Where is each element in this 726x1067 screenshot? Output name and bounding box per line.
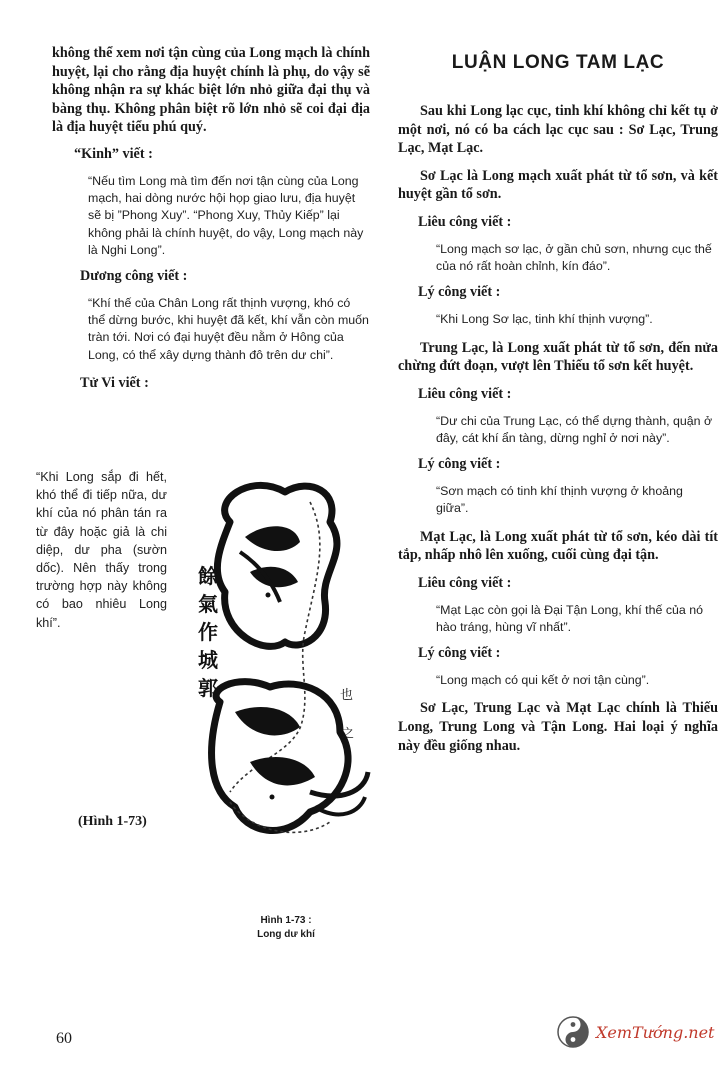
ly-label-2: Lý công viết : [418, 456, 501, 473]
yin-yang-icon [556, 1015, 590, 1049]
lieu-label-1: Liêu công viết : [418, 213, 512, 230]
figure-dragon-diagram [190, 462, 380, 892]
site-watermark[interactable] [556, 1012, 714, 1052]
figure-mark-mid: 之 [342, 726, 355, 740]
lieu-quote-3: “Mạt Lạc còn gọi là Đại Tận Long, khí thế của nó hào tráng, hùng vĩ nhất”. [436, 602, 704, 634]
kinh-citation-label: “Kinh” viết : [74, 145, 153, 162]
right-paragraph-2: Sơ Lạc là Long mạch xuất phát từ tổ sơn, và kết huyệt gần tổ sơn. [398, 167, 718, 203]
tuvi-quote-text: “Khi Long sắp đi hết, khó thể đi tiếp nữa, dư khí của nó phân tán ra từ đây hoặc giả là chi diệp, dư pha (sườn dốc). Nên thấy trong trường hợp này không có bao nhiêu Long khí”. [36, 470, 167, 630]
right-paragraph-5: Sơ Lạc, Trung Lạc và Mạt Lạc chính là Thiếu Long, Trung Long và Tận Long. Hai loại ý nghĩa này đều giống nhau. [398, 700, 718, 754]
lieu-quote-2: “Dư chi của Trung Lạc, có thể dựng thành, quận ở đây, cát khí ẩn tàng, dừng nghỉ ở nơi này”. [436, 413, 713, 445]
duong-citation-label: Dương công viết : [80, 267, 188, 284]
ly-quote-3: “Long mạch có qui kết ở nơi tận cùng”. [436, 673, 650, 688]
page-number: 60 [56, 1030, 72, 1047]
left-intro-paragraph: không thể xem nơi tận cùng của Long mạch là chính huyệt, lại cho rằng địa huyệt chính là phụ, do vậy sẽ không nhận ra sự khác biệt lớn nhỏ giữa đại thụ và bàng thụ. Không phân biệt rõ lớn nhỏ sẽ coi đại địa là địa huyệt tiểu phú quý. [52, 45, 370, 136]
right-paragraph-4: Mạt Lạc, là Long xuất phát từ tổ sơn, kéo dài tít tắp, nhấp nhô lên xuống, cuối cùng đại tận. [398, 528, 718, 564]
figure-reference: (Hình 1-73) [78, 814, 147, 829]
lieu-label-3: Liêu công viết : [418, 574, 512, 591]
figure-caption-title: Long dư khí [257, 929, 315, 940]
tuvi-quote [36, 468, 167, 632]
left-column [52, 44, 370, 402]
lieu-quote-1: “Long mạch sơ lạc, ở gần chủ sơn, nhưng cục thế của nó rất hoàn chỉnh, kín đáo”. [436, 241, 712, 274]
right-column [398, 44, 718, 764]
lieu-label-2: Liêu công viết : [418, 385, 512, 402]
ly-quote-1: “Khi Long Sơ lạc, tinh khí thịnh vượng”. [436, 312, 653, 327]
figure-caption-number: Hình 1-73 : [260, 915, 312, 926]
kinh-quote: “Nếu tìm Long mà tìm đến nơi tận cùng của Long mạch, hai dòng nước hội họp giao lưu, địa huyệt sẽ bị ”Phong Xuy”. “Phong Xuy, Thủy Kiếp” lại không phải là chính huyệt, do vậy, Long mạch này là Nghi Long”. [88, 173, 364, 257]
tuvi-citation-label: Tử Vi viết : [80, 374, 149, 391]
ly-label-3: Lý công viết : [418, 645, 501, 662]
chinese-vertical-label: 餘氣作城郭 [198, 564, 218, 700]
ly-label-1: Lý công viết : [418, 284, 501, 301]
section-title: LUẬN LONG TAM LẠC [451, 52, 665, 73]
figure-caption [226, 914, 346, 942]
ly-quote-2: “Sơn mạch có tinh khí thịnh vượng ở khoảng giữa”. [436, 484, 683, 516]
right-paragraph-3: Trung Lạc, là Long xuất phát từ tổ sơn, đến nửa chừng đứt đoạn, vượt lên Thiếu tổ sơn kết huyệt. [398, 339, 718, 375]
right-paragraph-1: Sau khi Long lạc cục, tinh khí không chỉ kết tụ ở một nơi, nó có ba cách lạc cục sau : Sơ Lạc, Trung Lạc, Mạt Lạc. [398, 103, 718, 157]
watermark-text: XemTướng.net [596, 1022, 715, 1042]
duong-quote: “Khí thế của Chân Long rất thịnh vượng, khó có thể dừng bước, khi huyệt đã kết, khí vẫn còn muốn tràn tới. Nơi có đại huyệt đều nằm ở Hông của Long, có thể xây dựng thành đô trên dư chi”. [88, 295, 369, 362]
figure-mark-right: 也 [340, 688, 354, 703]
